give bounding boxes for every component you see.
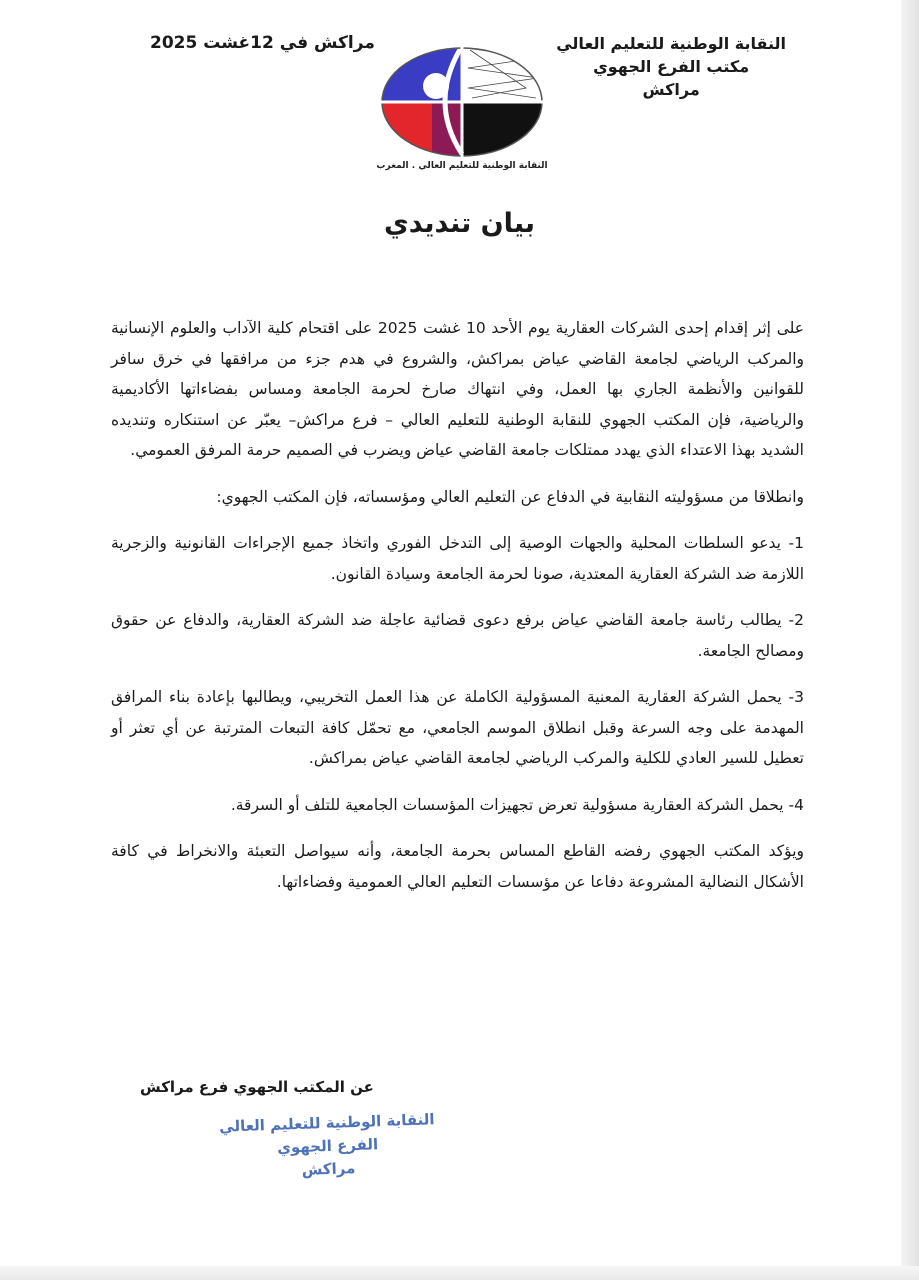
intro-paragraph: على إثر إقدام إحدى الشركات العقارية يوم الأحد 10 غشت 2025 على اقتحام كلية الآداب والعلوم الإنسانية والمركب الرياضي لجامعة القاضي عياض بمراكش، والشروع في هدم جزء من مرافقها في خرق سافر للقوانين والأنظمة الجاري بها العمل، وفي انتهاك صارخ لحرمة الجامعة ومساس بفضاءاتها الأكاديمية والرياضية، فإن المكتب الجهوي للنقابة الوطنية للتعليم العالي – فرع مراكش– يعبّر عن استنكاره وتنديده الشديد بهذا الاعتداء الذي يهدد ممتلكات جامعة القاضي عياض ويضرب في الصميم حرمة المرفق العمومي. bbox=[111, 319, 804, 459]
demand-item-2: 2- يطالب رئاسة جامعة القاضي عياض برفع دعوى قضائية عاجلة ضد الشركة العقارية، والدفاع عن حقوق ومصالح الجامعة. bbox=[111, 611, 804, 660]
logo-white-quadrant bbox=[462, 42, 548, 102]
transition-paragraph: وانطلاقا من مسؤوليته النقابية في الدفاع عن التعليم العالي ومؤسساته، فإن المكتب الجهوي: bbox=[216, 487, 804, 506]
page-edge-shadow bbox=[901, 0, 919, 1280]
logo-caption: النقابة الوطنية للتعليم العالي . المغرب bbox=[376, 161, 548, 171]
stamp-line-city: مراكش bbox=[301, 1159, 356, 1179]
city-name: مراكش bbox=[642, 80, 700, 99]
union-logo-icon bbox=[376, 42, 548, 176]
logo-red-quadrant bbox=[376, 102, 432, 162]
demand-item-1: 1- يدعو السلطات المحلية والجهات الوصية إلى التدخل الفوري واتخاذ جميع الإجراءات القانونية والزجرية اللازمة ضد الشركة العقارية المعتدية، صونا لحرمة الجامعة وسيادة القانون. bbox=[111, 534, 804, 583]
closing-paragraph: ويؤكد المكتب الجهوي رفضه القاطع المساس بحرمة الجامعة، وأنه سيواصل التعبئة والانخراط في كافة الأشكال النضالية المشروعة دفاعا عن مؤسسات التعليم العالي العمومية وفضاءاتها. bbox=[111, 842, 804, 891]
page-bottom-shadow bbox=[0, 1266, 919, 1280]
union-logo bbox=[376, 42, 548, 176]
signature-label: عن المكتب الجهوي فرع مراكش bbox=[140, 1078, 374, 1096]
demand-item-3: 3- يحمل الشركة العقارية المعنية المسؤولية الكاملة عن هذا العمل التخريبي، ويطالبها بإعادة بناء المرافق المهدمة على وجه السرعة وقبل انطلاق الموسم الجامعي، مع تحمّل كافة التبعات المترتبة عن أي تعثر أو تعطيل للسير العادي للكلية والمركب الرياضي لجامعة القاضي عياض بمراكش. bbox=[111, 688, 804, 767]
organization-name: النقابة الوطنية للتعليم العالي bbox=[556, 34, 786, 53]
organization-header bbox=[556, 32, 786, 101]
office-name: مكتب الفرع الجهوي bbox=[593, 57, 750, 76]
statement-title: بيان تنديدي bbox=[384, 208, 535, 239]
office-stamp bbox=[219, 1108, 437, 1184]
date-line: مراكش في 12غشت 2025 bbox=[150, 33, 375, 53]
logo-black-quadrant bbox=[462, 102, 548, 162]
stamp-line-branch: الفرع الجهوي bbox=[276, 1135, 379, 1157]
demand-item-4: 4- يحمل الشركة العقارية مسؤولية تعرض تجهيزات المؤسسات الجامعية للتلف أو السرقة. bbox=[230, 795, 804, 814]
statement-body bbox=[111, 313, 804, 913]
stamp-line-organization: النقابة الوطنية للتعليم العالي bbox=[218, 1110, 435, 1136]
